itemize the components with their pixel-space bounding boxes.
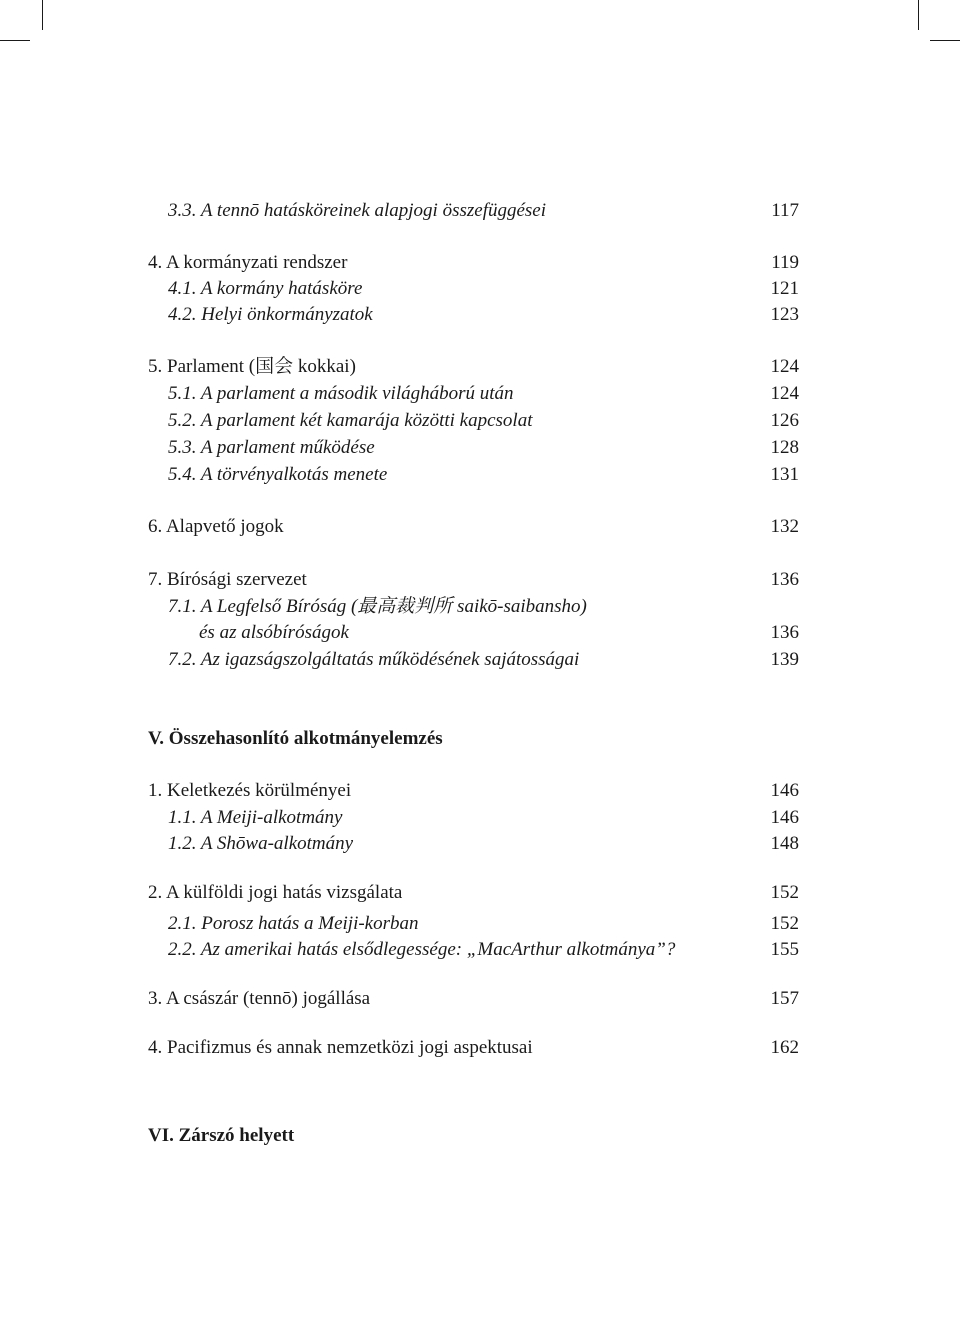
toc-entry-page-number: 146 (770, 780, 799, 801)
toc-entry (0, 778, 960, 804)
toc-entry-title: 1.1. A Meiji-alkotmány (168, 807, 343, 828)
toc-entry-title: VI. Zárszó helyett (148, 1125, 295, 1146)
toc-entry-page-number: 162 (770, 1037, 799, 1058)
toc-entry-title: 6. Alapvető jogok (148, 516, 284, 537)
toc-entry-page-number: 117 (771, 200, 799, 221)
toc-entry (0, 408, 960, 434)
toc-entry-title: 7.2. Az igazságszolgáltatás működésének sajátosságai (168, 649, 580, 670)
toc-entry (0, 880, 960, 906)
toc-entry (0, 647, 960, 673)
toc-entry (0, 986, 960, 1012)
toc-entry-page-number: 152 (770, 913, 799, 934)
toc-entry-page-number: 132 (770, 516, 799, 537)
toc-entry-page-number: 148 (770, 833, 799, 854)
toc-entry (0, 1035, 960, 1061)
toc-entry-title: 1. Keletkezés körülményei (148, 780, 352, 801)
toc-entry-page-number: 124 (770, 356, 799, 377)
toc-entry-title: 7. Bírósági szervezet (148, 569, 307, 590)
toc-entry-page-number: 136 (770, 569, 799, 590)
toc-entry-title: 7.1. A Legfelső Bíróság (最高裁判所 saikō-saibansho) (168, 596, 587, 617)
toc-entry (0, 805, 960, 831)
toc-entry (0, 911, 960, 937)
toc-entry (0, 435, 960, 461)
toc-entry-page-number: 155 (770, 939, 799, 960)
toc-entry-page-number: 124 (770, 383, 799, 404)
toc-entry (0, 462, 960, 488)
toc-entry-title: 3. A császár (tennō) jogállása (148, 988, 371, 1009)
toc-entry (0, 354, 960, 380)
toc-entry-title: 3.3. A tennō hatásköreinek alapjogi összefüggései (168, 200, 547, 221)
toc-entry-page-number: 128 (770, 437, 799, 458)
toc-entry-title: 5.4. A törvényalkotás menete (168, 464, 388, 485)
toc-entry (0, 514, 960, 540)
toc-entry-title: 5.1. A parlament a második világháború után (168, 383, 514, 404)
toc-entry-title: 1.2. A Shōwa-alkotmány (168, 833, 354, 854)
toc-entry-page-number: 146 (770, 807, 799, 828)
toc-entry-title: 2.1. Porosz hatás a Meiji-korban (168, 913, 419, 934)
toc-entry-title: 5.2. A parlament két kamarája közötti kapcsolat (168, 410, 533, 431)
toc-entry-page-number: 139 (770, 649, 799, 670)
toc-entry-page-number: 157 (770, 988, 799, 1009)
toc-entry (0, 620, 960, 646)
toc-entry-title: 5.3. A parlament működése (168, 437, 375, 458)
toc-entry-title: 4.2. Helyi önkormányzatok (168, 304, 373, 325)
toc-entry (0, 381, 960, 407)
toc-entry-page-number: 119 (771, 252, 799, 273)
toc-entry-title: 4. Pacifizmus és annak nemzetközi jogi aspektusai (148, 1037, 533, 1058)
toc-entry (0, 937, 960, 963)
toc-entry-page-number: 121 (770, 278, 799, 299)
section-heading (0, 1123, 960, 1149)
toc-entry-title: 4.1. A kormány hatásköre (168, 278, 363, 299)
toc-entry (0, 302, 960, 328)
toc-entry (0, 198, 960, 224)
toc-entry-title: 5. Parlament (国会 kokkai) (148, 356, 356, 377)
toc-entry-page-number: 126 (770, 410, 799, 431)
toc-entry (0, 594, 960, 620)
toc-entry (0, 276, 960, 302)
toc-entry (0, 250, 960, 276)
toc-entry-page-number: 123 (770, 304, 799, 325)
toc-entry-page-number: 152 (770, 882, 799, 903)
toc-entry-title: 2.2. Az amerikai hatás elsődlegessége: „MacArthur alkotmánya”? (168, 939, 676, 960)
toc-entry-title: V. Összehasonlító alkotmányelemzés (148, 728, 443, 749)
toc-entry-title: 4. A kormányzati rendszer (148, 252, 348, 273)
toc-entry-title: és az alsóbíróságok (199, 622, 349, 643)
toc-entry (0, 831, 960, 857)
toc-entry-page-number: 131 (770, 464, 799, 485)
toc-entry-title: 2. A külföldi jogi hatás vizsgálata (148, 882, 403, 903)
toc-entry (0, 567, 960, 593)
toc-entry-page-number: 136 (770, 622, 799, 643)
section-heading (0, 726, 960, 752)
